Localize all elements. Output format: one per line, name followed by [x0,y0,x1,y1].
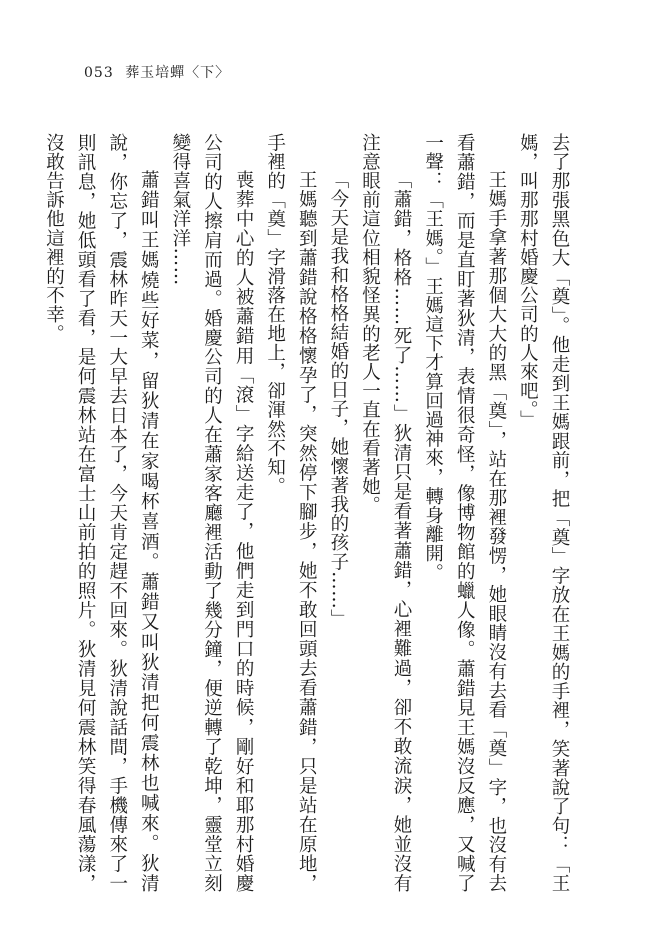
paragraph: 「蕭錯，格格……死了……」狄清只是看著蕭錯，心裡難過，卻不敢流淚，她並沒有注意眼前這位相貌怪異的老人一直在看著她。 [359,133,413,893]
paragraph: 「今天是我和格格結婚的日子，她懷著我的孩子……」 [327,170,349,629]
paragraph: 王媽手拿著那個大大的黑「奠」，站在那裡發愣，她眼睛沒有去看「奠」字，也沒有去看蕭錯，而是直盯著狄清，表情很奇怪，像博物館的蠟人像。蕭錯見王媽沒反應，又喊了一聲：「王媽。」王媽這下才算回過神來，轉身離開。 [422,133,507,893]
page-number: 053 [84,65,114,81]
book-title: 葬玉培蟬〈下〉 [125,65,231,81]
paragraph: 喪葬中心的人被蕭錯用「滾」字給送走了，他們走到門口的時候，剛好和耶那村婚慶公司的人擦肩而過。婚慶公司的人在蕭家客廳裡活動了幾分鐘，便逆轉了乾坤，靈堂立刻變得喜氣洋洋…… [169,133,255,893]
paragraph: 蕭錯叫王媽燒些好菜，留狄清在家喝杯喜酒。蕭錯又叫狄清把何震林也喊來。狄清說，你忘了，震林昨天一大早去日本了，今天肯定趕不回來。狄清說話間，手機傳來了一則訊息，她低頭看了看，是何震林站在富士山前拍的照片。狄清見何震林笑得春風蕩漾，沒敢告訴他這裡的不幸。 [43,133,160,893]
paragraph: 去了那張黑色大「奠」。他走到王媽跟前，把「奠」字放在王媽的手裡，笑著說了句：「王媽，叫那那村婚慶公司的人來吧。」 [517,133,570,893]
body-text [43,133,575,893]
running-head [84,62,230,82]
paragraph: 王媽聽到蕭錯說格格懷孕了，突然停下腳步，她不敢回頭去看蕭錯，只是站在原地，手裡的「奠」字滑落在地上，卻渾然不知。 [264,133,318,893]
